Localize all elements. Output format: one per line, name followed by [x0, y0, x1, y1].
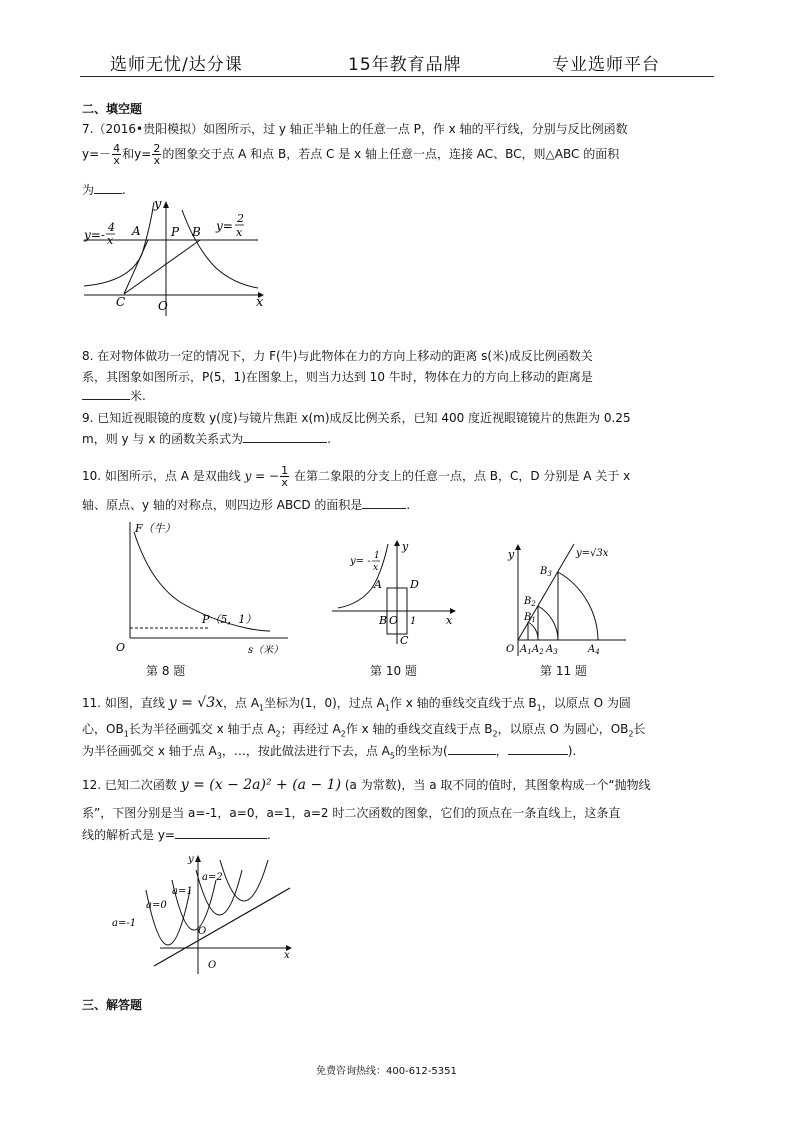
q8-line2: 系，其图象如图所示，P(5，1)在图象上，则当力达到 10 牛时，物体在力的方向上移动的距离是	[82, 370, 593, 384]
label-b1: $B_1$	[524, 612, 536, 624]
segment-bc	[124, 240, 200, 294]
section-solve: 三、解答题	[82, 998, 143, 1012]
label-o: O	[116, 641, 126, 654]
label-o2: O	[208, 960, 217, 971]
label-x: x	[256, 295, 264, 310]
label-y: y	[508, 548, 515, 561]
q10-line2: 轴、原点、y 轴的对称点，则四边形 ABCD 的面积是 .	[82, 498, 411, 512]
header-center: 15年教育品牌	[348, 55, 462, 75]
header-left: 选师无忧/达分课	[110, 55, 243, 75]
q12-line2: 系”，下图分别是当 a=-1，a=0，a=1，a=2 时二次函数的图象，它们的顶点在一条直线上，这条直	[82, 806, 621, 820]
svg-text:1: 1	[374, 551, 380, 561]
answer-blank[interactable]	[94, 183, 122, 194]
q12-line3: 线的解析式是 y= .	[82, 828, 271, 842]
label-s: s（米）	[248, 645, 284, 656]
label-x: x	[446, 614, 453, 627]
label-am1: a=-1	[112, 918, 137, 929]
label-a3: $A_3$	[546, 644, 558, 656]
left-eq: y=-	[84, 228, 105, 242]
label-o1: O	[198, 926, 207, 937]
q9-line1: 9. 已知近视眼镜的度数 y(度)与镜片焦距 x(m)成反比例关系，已知 400 度近视眼镜镜片的焦距为 0.25	[82, 411, 631, 425]
q10-line1: 10. 如图所示，点 A 是双曲线 y = − $\frac{1}{x}$ 在第二象限的分支上的任意一点，点 B，C，D 分别是 A 关于 x	[82, 464, 631, 489]
answer-blank[interactable]	[243, 432, 327, 443]
q11-line3: 为半径画弧交 x 轴于点 $A_3$，…，按此做法进行下去，点 $A_5$的坐标为( ， ).	[82, 744, 577, 761]
arc-2	[538, 606, 558, 640]
label-f: F（牛）	[135, 522, 176, 535]
answer-blank[interactable]	[362, 498, 406, 509]
parabola-a2	[220, 860, 268, 901]
q11-line1: 11. 如图，直线 y = √3x，点 $A_1$坐标为(1，0)，过点 $A_1$作 x 轴的垂线交直线于点 $B_1$，以原点 O 为圆	[82, 695, 631, 713]
label-x: x	[284, 950, 290, 961]
section-fill-blank: 二、填空题	[82, 102, 143, 116]
svg-text:y= -: y= -	[350, 556, 371, 567]
label-d: D	[410, 578, 419, 591]
footer-hotline: 免费咨询热线：400-612-5351	[316, 1066, 457, 1077]
label-c: C	[116, 295, 126, 309]
label-o: O	[158, 299, 168, 313]
label-o: O	[506, 644, 515, 655]
svg-text:2: 2	[237, 212, 244, 225]
label-b2: $B_2$	[524, 596, 536, 608]
vertex-line	[154, 888, 290, 966]
svg-text:x: x	[373, 563, 379, 573]
line-sqrt3x	[518, 544, 574, 640]
header-right: 专业选师平台	[552, 55, 660, 75]
right-eq: y=	[216, 219, 233, 233]
q12-figure	[110, 850, 300, 980]
caption-fig11: 第 11 题	[540, 664, 587, 678]
q8-line1: 8. 在对物体做功一定的情况下，力 F(牛)与此物体在力的方向上移动的距离 s(米)成反比例函数关	[82, 349, 593, 363]
label-a1: $A_1$	[520, 644, 532, 656]
svg-text:4: 4	[108, 221, 115, 234]
answer-blank-x[interactable]	[448, 744, 496, 755]
caption-fig8: 第 8 题	[146, 664, 186, 678]
curve-left	[84, 202, 154, 286]
label-line: y=√3x	[576, 548, 609, 559]
caption-fig10: 第 10 题	[370, 664, 417, 678]
q10-figure	[330, 538, 460, 646]
q7-figure	[80, 198, 270, 318]
label-a4: $A_4$	[588, 644, 600, 656]
label-y: y	[402, 540, 409, 553]
label-a: A	[132, 224, 141, 238]
page-header	[80, 48, 714, 77]
svg-text:x: x	[107, 234, 114, 247]
arc-3	[558, 572, 598, 640]
answer-blank-y[interactable]	[508, 744, 568, 755]
label-one: 1	[410, 616, 417, 627]
label-y: y	[154, 198, 162, 212]
label-a2: a=2	[202, 872, 223, 883]
answer-blank[interactable]	[175, 828, 267, 839]
label-a: A	[374, 578, 382, 591]
arc-1	[528, 622, 538, 640]
label-p: P	[171, 225, 180, 239]
label-p: P（5，1）	[202, 613, 257, 626]
q8-figure	[110, 512, 310, 660]
q7-line2: y=－ $\frac{4}{x}$ 和y= $\frac{2}{x}$ 的图象交于点 A 和点 B，若点 C 是 x 轴上任意一点，连接 AC、BC，则△ABC 的面积	[82, 142, 620, 167]
q12-line1: 12. 已知二次函数 y = (x − 2a)² + (a − 1) (a 为常数)，当 a 取不同的值时，其图象构成一个“抛物线	[82, 777, 651, 793]
label-o: O	[389, 614, 399, 627]
label-b: B	[192, 225, 201, 239]
q9-line2: m，则 y 与 x 的函数关系式为 .	[82, 432, 331, 446]
label-b: B	[379, 614, 388, 627]
label-a1: a=1	[172, 886, 193, 897]
label-b3: $B_3$	[540, 566, 552, 578]
label-a2: $A_2$	[532, 644, 544, 656]
q11-line2: 心，$OB_1$长为半径画弧交 x 轴于点 $A_2$；再经过 $A_2$作 x 轴的垂线交直线于点 $B_2$，以原点 O 为圆心，$OB_2$长	[82, 722, 646, 739]
q11-figure	[500, 536, 650, 660]
label-a0: a=0	[146, 900, 167, 911]
svg-text:x: x	[236, 226, 243, 239]
label-c: C	[400, 634, 409, 646]
label-y: y	[188, 854, 194, 865]
q8-line3: 米.	[82, 389, 146, 403]
q7-line1: 7.（2016•贵阳模拟）如图所示，过 y 轴正半轴上的任意一点 P，作 x 轴的平行线，分别与反比例函数	[82, 122, 628, 136]
q7-line3: 为 .	[82, 183, 126, 197]
hyperbola	[338, 544, 388, 608]
answer-blank[interactable]	[82, 389, 130, 400]
